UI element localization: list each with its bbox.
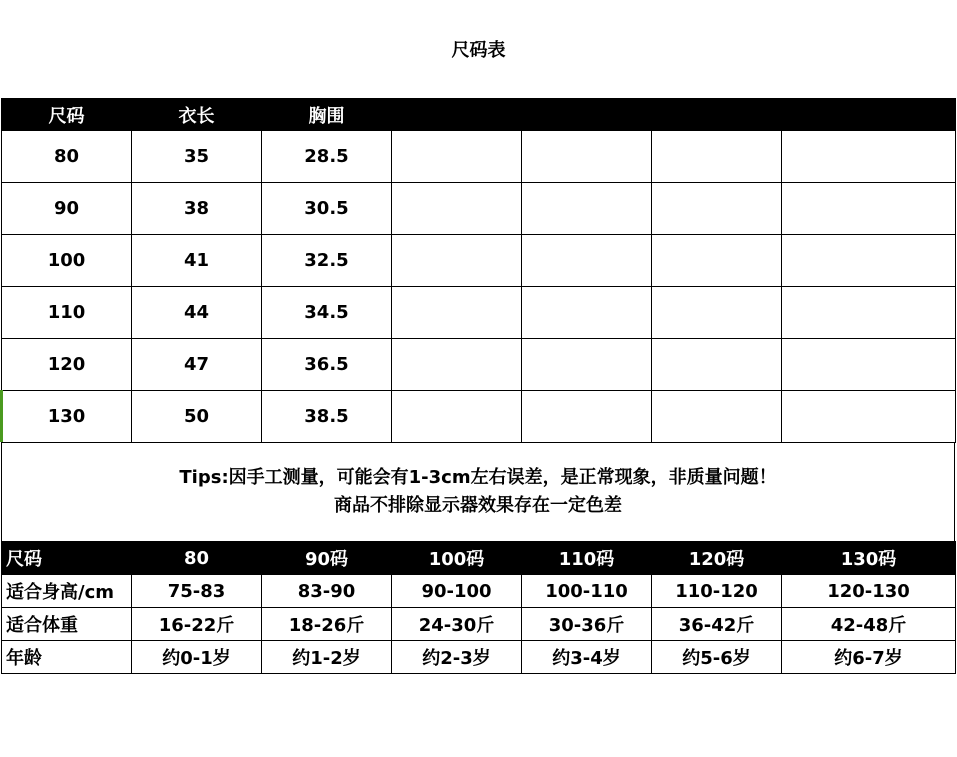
header-cell-length: 衣长 xyxy=(132,99,262,131)
chest-cell: 32.5 xyxy=(262,235,392,287)
header-cell-empty xyxy=(652,99,782,131)
empty-cell xyxy=(392,235,522,287)
header-cell: 120码 xyxy=(652,542,782,575)
value-cell: 约3-4岁 xyxy=(522,641,652,674)
row-label-weight: 适合体重 xyxy=(2,608,132,641)
table-row xyxy=(2,391,956,443)
empty-cell xyxy=(522,131,652,183)
size-cell: 130 xyxy=(2,391,132,443)
value-cell: 约6-7岁 xyxy=(782,641,956,674)
header-cell-size: 尺码 xyxy=(2,99,132,131)
header-cell: 130码 xyxy=(782,542,956,575)
empty-cell xyxy=(652,235,782,287)
header-cell-empty xyxy=(522,99,652,131)
page-title: 尺码表 xyxy=(451,40,506,61)
value-cell: 16-22斤 xyxy=(132,608,262,641)
size-cell: 110 xyxy=(2,287,132,339)
empty-cell xyxy=(652,287,782,339)
value-cell: 83-90 xyxy=(262,575,392,608)
length-cell: 44 xyxy=(132,287,262,339)
chest-cell: 34.5 xyxy=(262,287,392,339)
empty-cell xyxy=(652,183,782,235)
header-cell: 90码 xyxy=(262,542,392,575)
header-cell: 110码 xyxy=(522,542,652,575)
empty-cell xyxy=(522,287,652,339)
value-cell: 90-100 xyxy=(392,575,522,608)
table-row xyxy=(2,235,956,287)
table-row xyxy=(2,183,956,235)
chest-cell: 28.5 xyxy=(262,131,392,183)
chest-cell: 36.5 xyxy=(262,339,392,391)
tips-note xyxy=(1,443,955,541)
empty-cell xyxy=(392,391,522,443)
value-cell: 约5-6岁 xyxy=(652,641,782,674)
table-row xyxy=(2,287,956,339)
value-cell: 约1-2岁 xyxy=(262,641,392,674)
value-cell: 42-48斤 xyxy=(782,608,956,641)
size-measurement-table xyxy=(1,98,956,443)
header-cell-empty xyxy=(782,99,956,131)
row-label-age: 年龄 xyxy=(2,641,132,674)
empty-cell xyxy=(522,391,652,443)
header-cell-chest: 胸围 xyxy=(262,99,392,131)
value-cell: 18-26斤 xyxy=(262,608,392,641)
chest-cell: 30.5 xyxy=(262,183,392,235)
header-cell-size: 尺码 xyxy=(2,542,132,575)
size-cell: 90 xyxy=(2,183,132,235)
value-cell: 75-83 xyxy=(132,575,262,608)
empty-cell xyxy=(392,183,522,235)
value-cell: 约2-3岁 xyxy=(392,641,522,674)
table-row xyxy=(2,641,956,674)
size-cell: 100 xyxy=(2,235,132,287)
empty-cell xyxy=(652,131,782,183)
length-cell: 41 xyxy=(132,235,262,287)
header-cell-empty xyxy=(392,99,522,131)
empty-cell xyxy=(392,339,522,391)
value-cell: 约0-1岁 xyxy=(132,641,262,674)
value-cell: 120-130 xyxy=(782,575,956,608)
size-cell: 80 xyxy=(2,131,132,183)
length-cell: 47 xyxy=(132,339,262,391)
table-row xyxy=(2,131,956,183)
size-fit-table xyxy=(1,541,956,674)
value-cell: 110-120 xyxy=(652,575,782,608)
value-cell: 24-30斤 xyxy=(392,608,522,641)
header-cell: 80 xyxy=(132,542,262,575)
empty-cell xyxy=(782,391,956,443)
length-cell: 50 xyxy=(132,391,262,443)
green-edge-mark xyxy=(0,390,3,442)
table-row xyxy=(2,575,956,608)
value-cell: 36-42斤 xyxy=(652,608,782,641)
empty-cell xyxy=(392,287,522,339)
empty-cell xyxy=(782,183,956,235)
tips-line-1: Tips:因手工测量，可能会有1-3cm左右误差，是正常现象，非质量问题！ xyxy=(179,467,777,488)
empty-cell xyxy=(782,287,956,339)
value-cell: 100-110 xyxy=(522,575,652,608)
empty-cell xyxy=(652,339,782,391)
empty-cell xyxy=(392,131,522,183)
empty-cell xyxy=(522,339,652,391)
empty-cell xyxy=(522,235,652,287)
empty-cell xyxy=(652,391,782,443)
table-row xyxy=(2,339,956,391)
empty-cell xyxy=(782,235,956,287)
header-cell: 100码 xyxy=(392,542,522,575)
empty-cell xyxy=(522,183,652,235)
empty-cell xyxy=(782,339,956,391)
tips-line-2: 商品不排除显示器效果存在一定色差 xyxy=(334,495,622,516)
chest-cell: 38.5 xyxy=(262,391,392,443)
table-header-row xyxy=(2,542,956,575)
length-cell: 35 xyxy=(132,131,262,183)
table-row xyxy=(2,608,956,641)
value-cell: 30-36斤 xyxy=(522,608,652,641)
length-cell: 38 xyxy=(132,183,262,235)
table-header-row xyxy=(2,99,956,131)
empty-cell xyxy=(782,131,956,183)
row-label-height: 适合身高/cm xyxy=(2,575,132,608)
size-cell: 120 xyxy=(2,339,132,391)
